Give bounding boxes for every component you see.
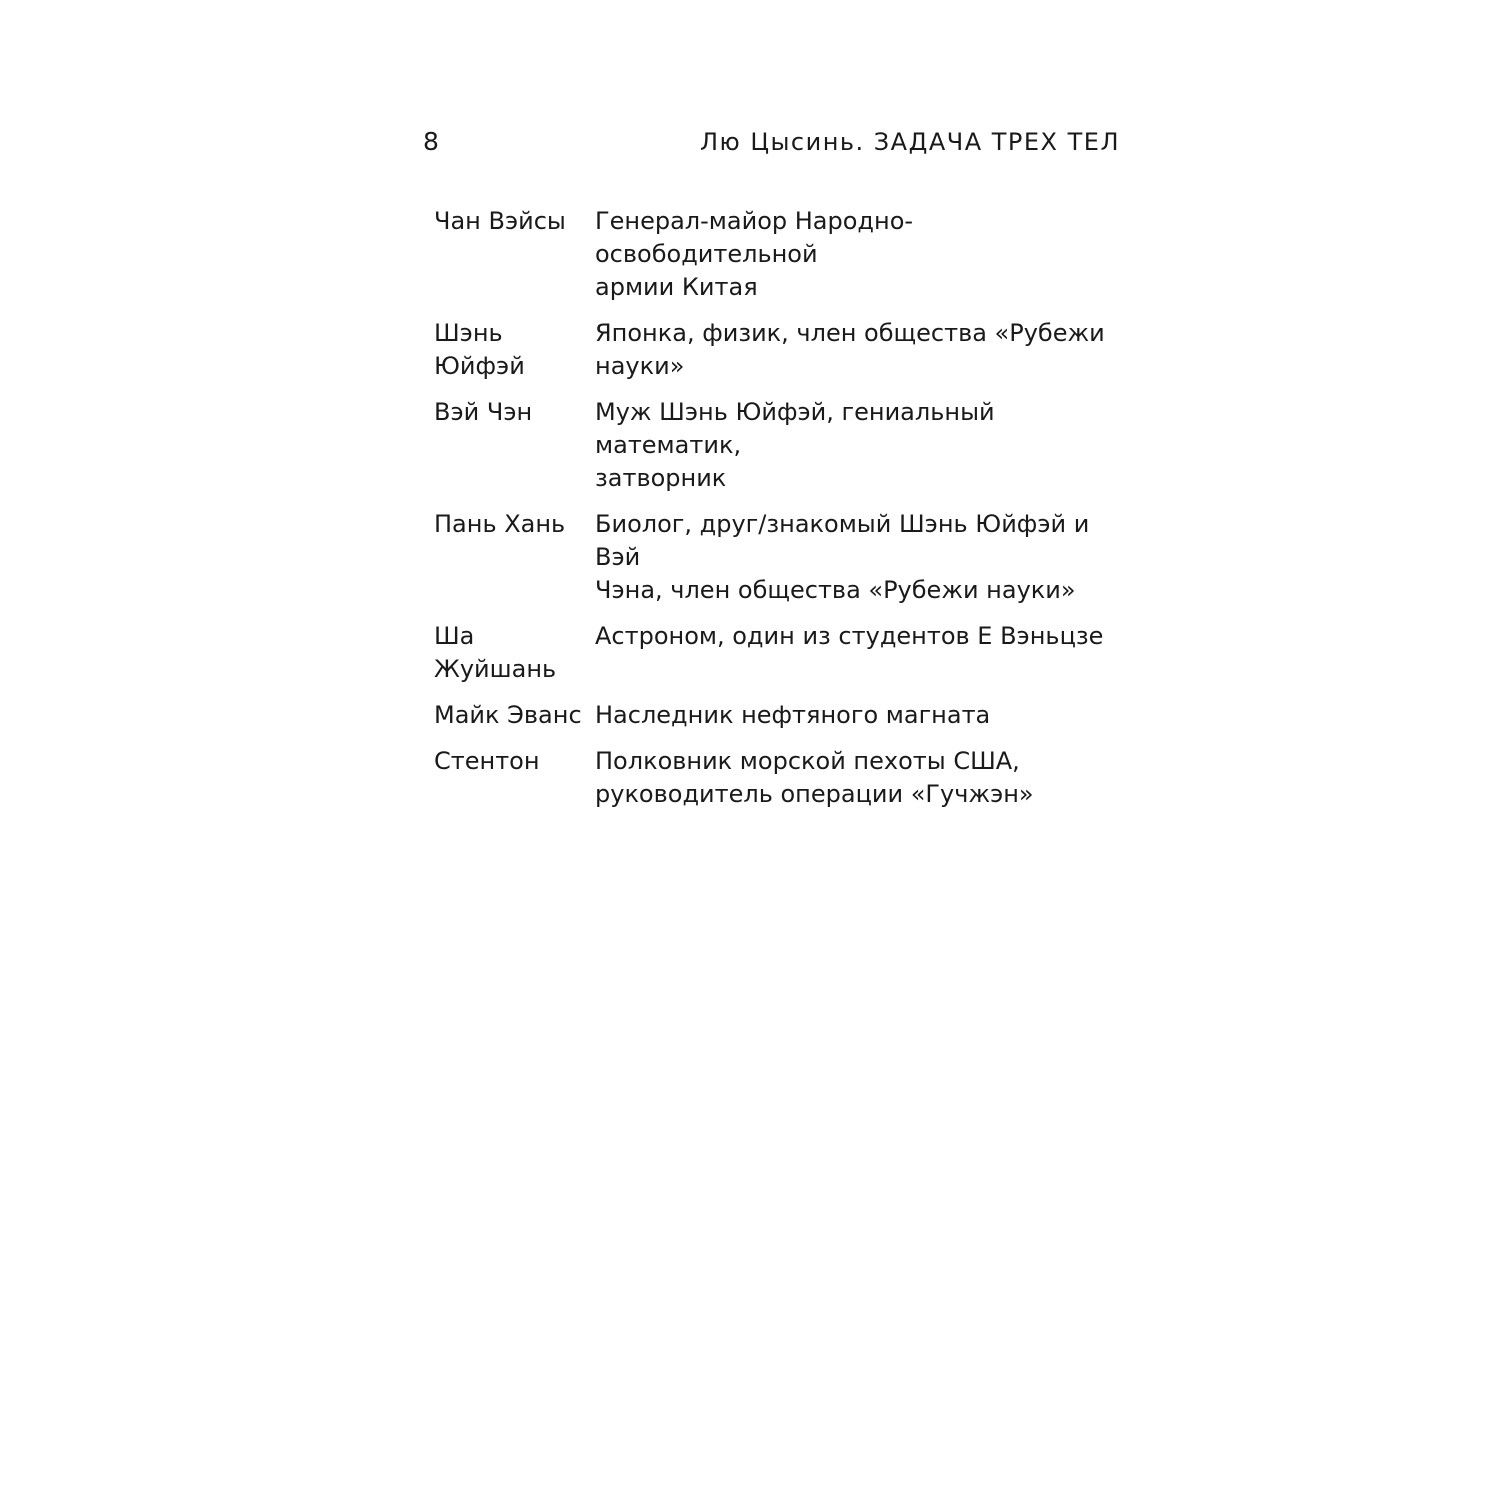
- running-head: Лю Цысинь. ЗАДАЧА ТРЕХ ТЕЛ: [699, 128, 1120, 156]
- character-row: [434, 205, 1134, 304]
- character-name: [434, 396, 595, 429]
- character-description-line: Муж Шэнь Юйфэй, гениальный математик,: [595, 398, 995, 459]
- character-name-line: Юйфэй: [434, 352, 525, 380]
- character-description-line: затворник: [595, 464, 727, 492]
- character-description-line: Полковник морской пехоты США,: [595, 747, 1020, 775]
- character-description-line: Чэна, член общества «Рубежи науки»: [595, 576, 1076, 604]
- character-name-line: Шэнь: [434, 319, 503, 347]
- character-description: [595, 396, 1120, 495]
- character-row: [434, 699, 1134, 732]
- character-description-line: Японка, физик, член общества «Рубежи: [595, 319, 1105, 347]
- character-description-line: Астроном, один из студентов Е Вэньцзе: [595, 622, 1104, 650]
- character-description-line: науки»: [595, 352, 685, 380]
- character-name: [434, 745, 595, 778]
- character-description: [595, 745, 1120, 811]
- character-description-line: Генерал-майор Народно-освободительной: [595, 207, 914, 268]
- character-name: [434, 317, 595, 383]
- character-description: [595, 699, 1120, 732]
- character-row: [434, 317, 1134, 383]
- character-list: [434, 205, 1134, 824]
- character-description: [595, 508, 1120, 607]
- character-description-line: Биолог, друг/знакомый Шэнь Юйфэй и Вэй: [595, 510, 1090, 571]
- page-number: 8: [423, 127, 439, 156]
- character-description-line: руководитель операции «Гучжэн»: [595, 780, 1034, 808]
- character-name-line: Жуйшань: [434, 655, 557, 683]
- character-row: [434, 508, 1134, 607]
- character-name: [434, 508, 595, 541]
- character-row: [434, 396, 1134, 495]
- character-row: [434, 620, 1134, 686]
- character-description-line: армии Китая: [595, 273, 758, 301]
- character-description: [595, 317, 1120, 383]
- character-description-line: Наследник нефтяного магната: [595, 701, 991, 729]
- character-name-line: Ша: [434, 622, 475, 650]
- character-name-line: Пань Хань: [434, 510, 566, 538]
- character-description: [595, 205, 1120, 304]
- character-name-line: Стентон: [434, 747, 540, 775]
- character-name: [434, 699, 595, 732]
- character-row: [434, 745, 1134, 811]
- character-name: [434, 205, 595, 238]
- character-name-line: Вэй Чэн: [434, 398, 533, 426]
- character-name-line: Майк Эванс: [434, 701, 582, 729]
- character-name: [434, 620, 595, 686]
- character-description: [595, 620, 1120, 653]
- character-name-line: Чан Вэйсы: [434, 207, 566, 235]
